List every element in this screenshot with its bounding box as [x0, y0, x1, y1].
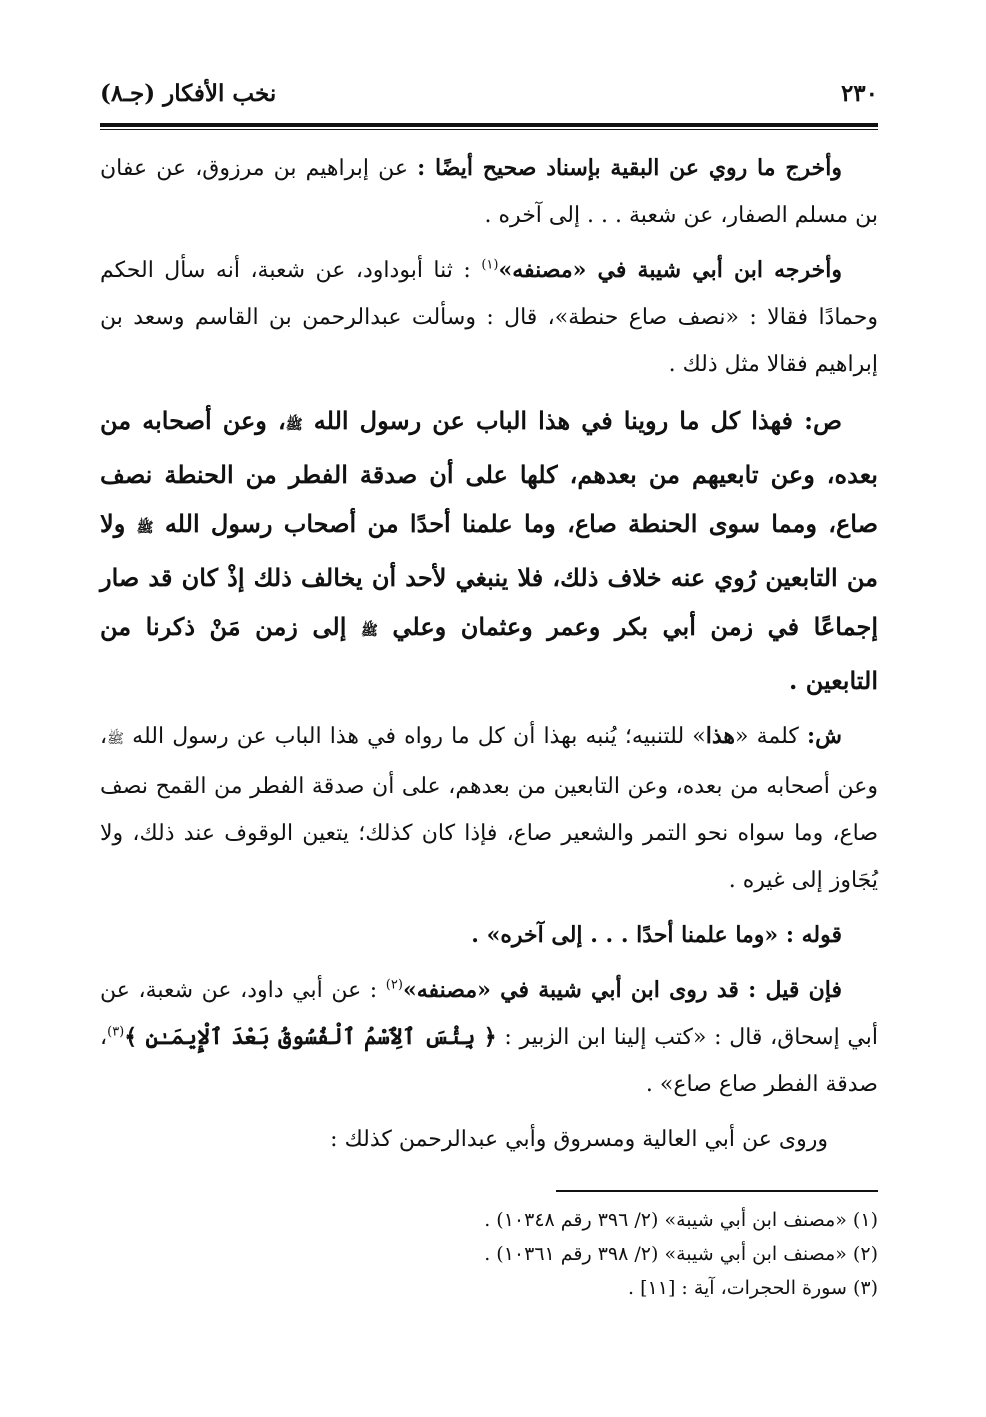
paragraph-3-part-3: ولا من التابعين رُوي عنه خلاف ذلك، فلا ينبغي لأحد أن يخالف ذلك إذْ كان قد صار إجماعًا في زمن أبي بكر وعمر وعثمان وعلي	[100, 509, 878, 641]
sad-section	[100, 396, 878, 705]
paragraph-3-part-4: إلى زمن مَنْ ذكرنا من التابعين .	[100, 612, 878, 695]
footnote-2: (٢) «مصنف ابن أبي شيبة» (٢/ ٣٩٨ رقم ١٠٣٦١) .	[484, 1243, 878, 1265]
honorific-icon: ﷺ	[360, 623, 378, 639]
honorific-icon: ﷺ	[285, 417, 303, 433]
paragraph-2-lead: وأخرجه ابن أبي شيبة في «مصنفه»	[498, 257, 842, 283]
footnote-1: (١) «مصنف ابن أبي شيبة» (٢/ ٣٩٦ رقم ١٠٣٤٨) .	[484, 1209, 878, 1231]
paragraph-3	[100, 396, 878, 705]
footnote-rule	[556, 1190, 878, 1192]
footnote-3: (٣) سورة الحجرات، آية : [١١] .	[628, 1277, 878, 1299]
paragraph-4	[100, 713, 878, 904]
running-header	[100, 70, 878, 116]
header-rule-thin	[100, 129, 878, 130]
paragraph-2-text: : ثنا أبوداود، عن شعبة، أنه سأل الحكم وحمادًا فقالا : «نصف صاع حنطة»، قال : وسألت عبدالرحمن بن القاسم وسعد بن إبراهيم فقالا مثل ذلك .	[100, 258, 878, 377]
paragraph-4-word: هذا	[705, 723, 736, 749]
honorific-icon: ﷺ	[107, 731, 125, 747]
paragraph-5: قوله : «وما علمنا أحدًا . . . إلى آخره» .	[471, 922, 842, 948]
paragraph-1-lead: وأخرج ما روي عن البقية بإسناد صحيح أيضًا :	[417, 155, 842, 181]
honorific-icon: ﷺ	[136, 520, 154, 536]
paragraph-4-lead: ش:	[807, 723, 842, 749]
paragraph-1-text: عن إبراهيم بن مرزوق، عن عفان بن مسلم الصفار، عن شعبة . . . إلى آخره .	[100, 156, 878, 228]
paragraph-6	[100, 967, 878, 1108]
main-text	[100, 145, 878, 1171]
paragraph-4-part-3: ، وعن أصحابه من بعده، وعن التابعين من بعدهم، على أن صدقة الفطر من القمح نصف صاع، وما سواه نحو التمر والشعير صاع، فإذا كان كذلك؛ يتعين الوقوف عند ذلك، ولا يُجَاوز إلى غيره .	[100, 724, 878, 893]
paragraph-3-part-1: ص: فهذا كل ما روينا في هذا الباب عن رسول الله	[302, 406, 842, 435]
header-rule	[100, 123, 878, 127]
footnote-ref-3[interactable]: (٣)	[107, 1024, 125, 1040]
paragraph-6-lead: فإن قيل : قد روى ابن أبي شيبة في «مصنفه»	[402, 977, 842, 1003]
footnote-ref-1[interactable]: (١)	[481, 257, 499, 273]
paragraph-6-part-2: ، صدقة الفطر صاع صاع» .	[100, 1025, 878, 1097]
paragraph-2	[100, 247, 878, 388]
page-number: ٢٣٠	[840, 79, 878, 107]
quran-verse: ﴿ بِئْسَ ٱلِٱسْمُ ٱلْفُسُوقُ بَعْدَ ٱلْإِيمَـٰنِ ﴾	[124, 1024, 497, 1050]
paragraph-3-part-2: ، وعن أصحابه من بعده، وعن تابعيهم من بعدهم، كلها على أن صدقة الفطر من الحنطة نصف صاع، ومما سوى الحنطة صاع، وما علمنا أحدًا من أصحاب رسول الله	[100, 406, 878, 538]
footnote-ref-2[interactable]: (٢)	[385, 977, 403, 993]
paragraph-1	[100, 145, 878, 239]
paragraph-7: وروى عن أبي العالية ومسروق وأبي عبدالرحمن كذلك :	[330, 1127, 828, 1152]
paragraph-6-part-1: : عن أبي داود، عن شعبة، عن أبي إسحاق، قال : «كتب إلينا ابن الزبير :	[100, 978, 878, 1050]
footnotes	[420, 1203, 878, 1305]
paragraph-4-part-1: كلمة «	[735, 724, 808, 749]
paragraph-4-part-2: » للتنبيه؛ يُنبه بهذا أن كل ما رواه في هذا الباب عن رسول الله	[124, 724, 706, 749]
book-title: نخب الأفكار (جـ٨)	[100, 79, 277, 107]
